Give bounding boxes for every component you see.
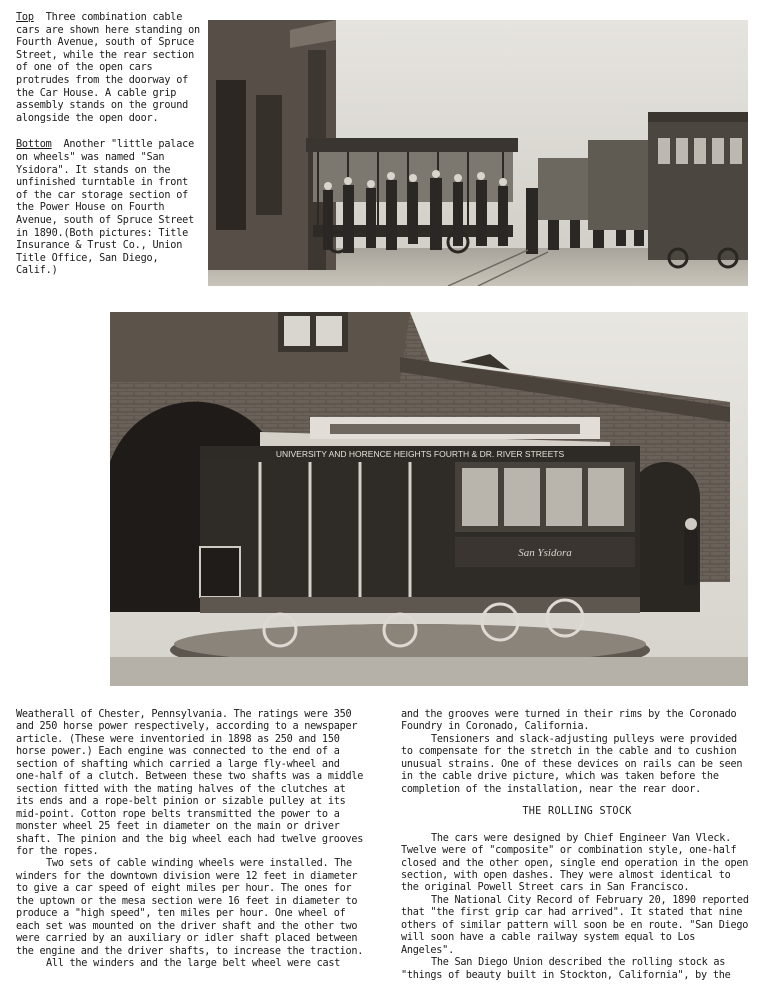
photo-captions [16,12,201,292]
right-paragraph-5: The San Diego Union described the rolling stock as "things of beauty built in Stockton, California", by the [401,957,731,981]
caption-top-text: Three combination cable cars are shown here standing on Fourth Avenue, south of Spruce Street, while the rear section of one of the open cars protrudes from the doorway of the Car House. A cable grip assembly stands on the ground alongside the open door. [16,12,200,124]
left-paragraph-1: Weatherall of Chester, Pennsylvania. The ratings were 350 and 250 horse power respectively, according to a newspaper article. (These were inventoried in 1898 as 250 and 150 horse power.) Each engine was connected to the end of a section of shafting which carried a large fly-wheel and one-half of a clutch. Between these two shafts was a middle section fitted with the mating halves of the clutches at its ends and a rope-belt pinion or sizable pulley at its mid-point. Cotton rope belts transmitted the power to a monster wheel 25 feet in diameter on the main or driver shaft. The pinion and the big wheel each had twelve grooves for the ropes. [16,709,364,857]
caption-top [16,12,201,125]
caption-bottom [16,139,201,278]
left-paragraph-3: All the winders and the large belt wheel were cast [46,958,341,970]
right-paragraph-4: The National City Record of February 20, 1890 reported that "the first grip car had arrived". It stated that nine others of similar pattern will soon be en route. "San Diego will soon have a cable railway system equal to Los Angeles". [401,894,749,956]
photo-san-ysidora-car [110,312,748,686]
caption-top-tag: Top [16,12,34,23]
right-paragraph-2: Tensioners and slack-adjusting pulleys were provided to compensate for the stretch in the cable and to cushion unusual strains. One of these devices on rails can be seen in the cable drive picture, which was taken before the completion of the installation, near the rear door. [401,733,743,795]
car-destination-sign: UNIVERSITY AND HORENCE HEIGHTS FOURTH & DR. RIVER STREETS [275,449,565,459]
article-left-column [16,709,368,971]
caption-bottom-text: Another "little palace on wheels" was named "San Ysidora". It stands on the unfinished turntable in front of the car storage section of the Power House on Fourth Avenue, south of Spruce Street in 1890.(Both pictures: Title Insurance & Trust Co., Union Title Office, San Diego, Calif.) [16,139,195,277]
left-paragraph-2: Two sets of cable winding wheels were installed. The winders for the downtown division were 12 feet in diameter to give a car speed of eight miles per hour. The ones for the uptown or the mesa section were 16 feet in diameter to produce a "high speed", ten miles per hour. One wheel of each set was mounted on the driver shaft and the other two were carried by an auxiliary or idler shaft placed between the engine and the driver shafts, to increase the traction. [16,858,364,957]
car-name-lettering: San Ysidora [518,547,572,559]
right-paragraph-1: and the grooves were turned in their rims by the Coronado Foundry in Coronado, California. [401,709,737,733]
photo-cable-cars-fourth-avenue [208,20,748,286]
right-paragraph-3: The cars were designed by Chief Engineer Van Vleck. Twelve were of "composite" or combination style, one-half closed and the other open, single end operation in the open section, with open dashes. They were almost identical to the original Powell Street cars in San Francisco. [401,832,749,894]
article-right-column [401,709,753,982]
section-heading-rolling-stock: THE ROLLING STOCK [522,806,632,818]
caption-bottom-tag: Bottom [16,139,52,151]
